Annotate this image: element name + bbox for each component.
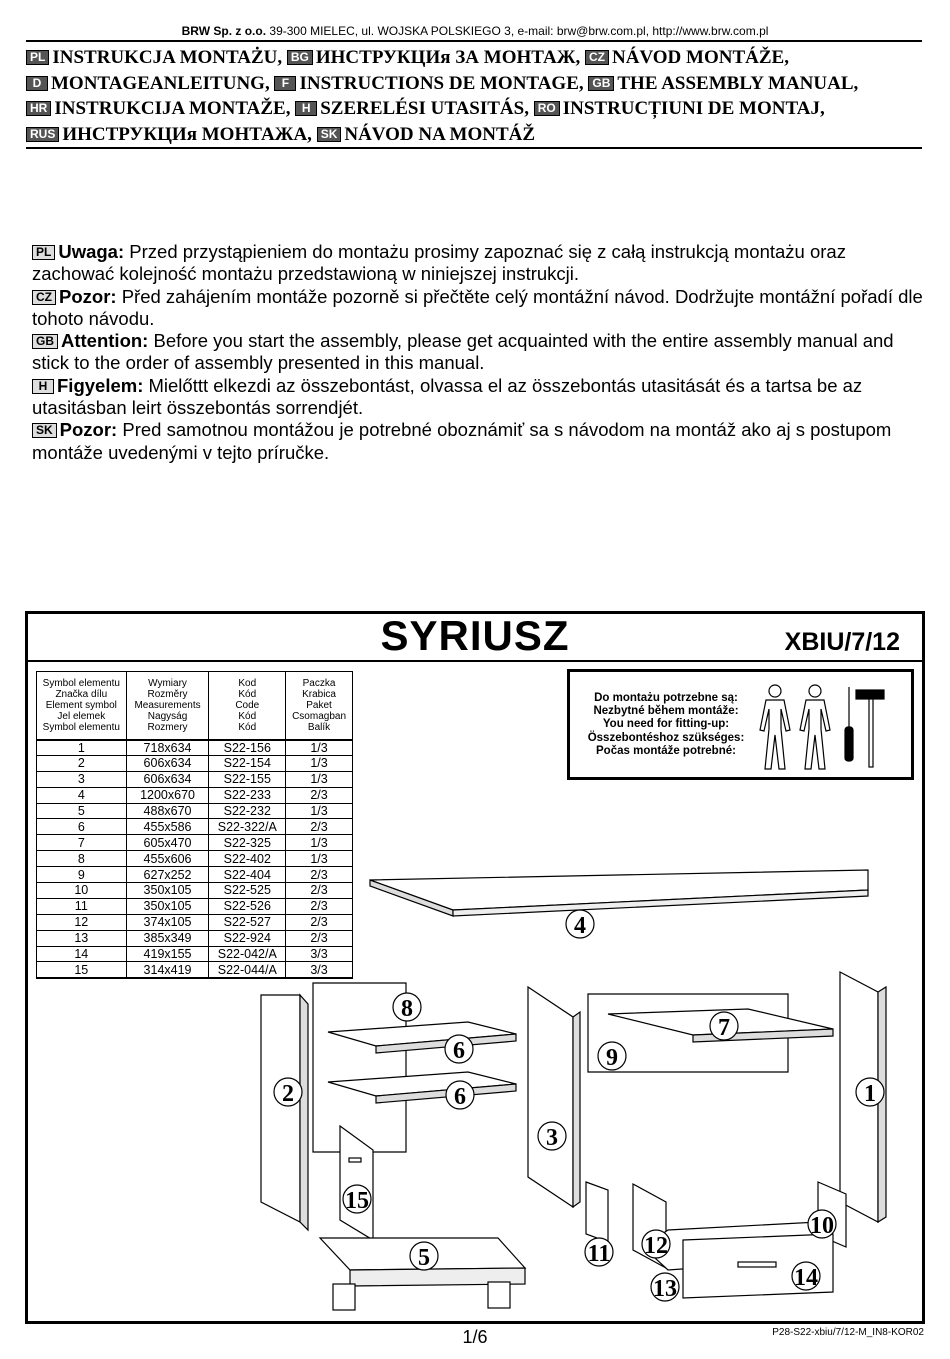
- measurements-cell: 606x634: [126, 771, 209, 787]
- tools-line: Nezbytné během montáže:: [593, 705, 739, 718]
- notice-label: Uwaga:: [58, 241, 125, 262]
- package-cell: 3/3: [286, 962, 353, 978]
- part-label-10: [808, 1210, 836, 1239]
- package-cell: 2/3: [286, 898, 353, 914]
- code-cell: S22-042/A: [209, 946, 286, 962]
- symbol-cell: 8: [37, 851, 127, 867]
- code-cell: S22-325: [209, 835, 286, 851]
- title-text: INSTRUCTIONS DE MONTAGE,: [299, 72, 584, 94]
- title-row: [26, 96, 926, 122]
- symbol-cell: 15: [37, 962, 127, 978]
- title-text: NÁVOD MONTÁŽE,: [612, 47, 789, 68]
- title-row: [26, 71, 926, 97]
- notice: [32, 375, 932, 420]
- measurements-cell: 350x105: [126, 883, 209, 899]
- title-text: NÁVOD NA MONTÁŽ: [344, 123, 536, 145]
- measurements-cell: 718x634: [126, 740, 209, 756]
- titles-bottom-rule: [26, 147, 922, 149]
- lang-tag: SK: [32, 423, 57, 438]
- package-cell: 1/3: [286, 803, 353, 819]
- part-label-9: [598, 1042, 626, 1071]
- symbol-cell: 4: [37, 787, 127, 803]
- measurements-cell: 385x349: [126, 930, 209, 946]
- part-label-11: [585, 1238, 613, 1267]
- part-label-text: 13: [653, 1276, 677, 1302]
- package-cell: 1/3: [286, 835, 353, 851]
- notice-label: Pozor:: [59, 285, 117, 307]
- part-label-13: [651, 1273, 679, 1302]
- part-label-text: 8: [401, 996, 413, 1022]
- symbol-cell: 3: [37, 771, 127, 787]
- code-cell: S22-155: [209, 771, 286, 787]
- part-label-text: 7: [718, 1015, 730, 1041]
- lang-tag: RUS: [26, 127, 59, 142]
- measurements-cell: 1200x670: [126, 787, 209, 803]
- company-name: BRW Sp. z o.o.: [181, 24, 267, 38]
- part-label-text: 14: [794, 1265, 818, 1291]
- part-label-6b: [446, 1081, 474, 1110]
- symbol-cell: 2: [37, 755, 127, 771]
- symbol-cell: 9: [37, 867, 127, 883]
- header-symbol: Symbol elementu Značka dílu Element symbol Jel elemek Symbol elementu: [37, 672, 127, 740]
- package-cell: 1/3: [286, 771, 353, 787]
- package-cell: 1/3: [286, 755, 353, 771]
- measurements-cell: 419x155: [126, 946, 209, 962]
- part-2-side-panel: [261, 995, 300, 1222]
- symbol-cell: 7: [37, 835, 127, 851]
- part-label-text: 5: [418, 1245, 430, 1271]
- package-cell: 2/3: [286, 787, 353, 803]
- symbol-cell: 14: [37, 946, 127, 962]
- part-label-1: [856, 1078, 884, 1107]
- lang-tag: H: [295, 101, 317, 116]
- symbol-cell: 1: [37, 740, 127, 756]
- part-label-text: 3: [546, 1125, 558, 1151]
- title-text: SZERELÉSI UTASITÁS,: [320, 98, 529, 119]
- part-3-side-panel: [528, 987, 573, 1207]
- company-address: 39-300 MIELEC, ul. WOJSKA POLSKIEGO 3, e-mail: brw@brw.com.pl, http://www.brw.com.pl: [269, 24, 769, 38]
- page-number: 1/6: [462, 1327, 488, 1347]
- notice-label: Attention:: [61, 330, 149, 352]
- header-package: Paczka Krabica Paket Csomagban Balík: [286, 672, 353, 740]
- title-text: INSTRUKCJA MONTAŻU,: [52, 47, 283, 68]
- part-11-drawer-side: [586, 1182, 608, 1242]
- notice: [32, 330, 932, 375]
- title-text: ИНСТРУКЦИя ЗА МОНТАЖ,: [315, 47, 581, 68]
- lang-tag: PL: [26, 50, 49, 65]
- code-cell: S22-044/A: [209, 962, 286, 978]
- part-label-14: [792, 1262, 820, 1291]
- code-cell: S22-402: [209, 851, 286, 867]
- lang-tag: H: [32, 379, 54, 394]
- header-code: Kod Kód Code Kód Kód: [209, 672, 286, 740]
- part-label-4: [566, 910, 594, 939]
- code-cell: S22-322/A: [209, 819, 286, 835]
- notice: [32, 419, 932, 464]
- tools-line: Összebontéshoz szükséges:: [587, 731, 745, 744]
- code-cell: S22-924: [209, 930, 286, 946]
- notice: [32, 286, 932, 331]
- notice-text: Przed przystąpieniem do montażu prosimy zapoznać się z całą instrukcją montażu oraz zachować kolejność montażu przedstawioną w niniejszej instrukcji.: [32, 241, 846, 285]
- symbol-cell: 5: [37, 803, 127, 819]
- part-label-15: [343, 1185, 371, 1214]
- package-cell: 3/3: [286, 946, 353, 962]
- document-reference: P28-S22-xbiu/7/12-M_IN8-KOR02: [772, 1327, 924, 1338]
- code-cell: S22-233: [209, 787, 286, 803]
- measurements-cell: 455x586: [126, 819, 209, 835]
- measurements-cell: 605x470: [126, 835, 209, 851]
- part-label-8: [393, 993, 421, 1022]
- measurements-cell: 627x252: [126, 867, 209, 883]
- part-label-text: 2: [282, 1081, 294, 1107]
- lang-tag: F: [274, 76, 296, 91]
- package-cell: 1/3: [286, 740, 353, 756]
- code-cell: S22-156: [209, 740, 286, 756]
- code-cell: S22-154: [209, 755, 286, 771]
- measurements-cell: 455x606: [126, 851, 209, 867]
- measurements-cell: 606x634: [126, 755, 209, 771]
- tools-line: Počas montáže potrebné:: [596, 744, 736, 757]
- symbol-cell: 10: [37, 883, 127, 899]
- package-cell: 1/3: [286, 851, 353, 867]
- lang-tag: SK: [317, 127, 342, 142]
- lang-tag: CZ: [32, 290, 56, 305]
- package-cell: 2/3: [286, 867, 353, 883]
- title-row: [26, 122, 926, 148]
- title-text: THE ASSEMBLY MANUAL,: [617, 72, 859, 94]
- company-header: [0, 24, 950, 38]
- part-label-text: 9: [606, 1045, 618, 1071]
- code-cell: S22-526: [209, 898, 286, 914]
- lang-tag: D: [26, 76, 48, 91]
- assembly-notices: [32, 241, 932, 464]
- lang-tag: PL: [32, 245, 55, 260]
- header-measurements: Wymiary Rozměry Measurements Nagyság Rozmery: [126, 672, 209, 740]
- lang-tag: RO: [534, 101, 560, 116]
- part-label-text: 1: [864, 1081, 876, 1107]
- part-label-text: 10: [810, 1213, 834, 1239]
- title-text: INSTRUKCIJA MONTAŽE,: [54, 98, 291, 119]
- lang-tag: BG: [287, 50, 313, 65]
- notice-text: Before you start the assembly, please get acquainted with the entire assembly manual and stick to the order of assembly presented in this manual.: [32, 330, 894, 374]
- lang-tag: HR: [26, 101, 51, 116]
- product-name: SYRIUSZ: [380, 612, 570, 659]
- code-cell: S22-527: [209, 914, 286, 930]
- symbol-cell: 13: [37, 930, 127, 946]
- lang-tag: CZ: [585, 50, 609, 65]
- package-cell: 2/3: [286, 914, 353, 930]
- lang-tag: GB: [32, 334, 58, 349]
- top-rule: [26, 40, 922, 42]
- lang-tag: GB: [588, 76, 614, 91]
- symbol-cell: 6: [37, 819, 127, 835]
- measurements-cell: 314x419: [126, 962, 209, 978]
- symbol-cell: 11: [37, 898, 127, 914]
- part-label-text: 4: [574, 913, 586, 939]
- notice-text: Pred samotnou montážou je potrebné oboznámiť sa s návodom na montáž ako aj s postupom montáže uvedenými v tejto príručke.: [32, 419, 892, 463]
- title-text: INSTRUCȚIUNI DE MONTAJ,: [562, 98, 825, 119]
- title-text: ИНСТРУКЦИя МОНТАЖА,: [62, 123, 312, 145]
- measurements-cell: 374x105: [126, 914, 209, 930]
- tools-line: You need for fitting-up:: [602, 718, 730, 731]
- tools-line: Do montażu potrzebne są:: [594, 692, 738, 704]
- title-text: MONTAGEANLEITUNG,: [51, 72, 270, 94]
- package-cell: 2/3: [286, 930, 353, 946]
- notice-text: Mielőttt elkezdi az összebontást, olvassa el az összebontás utasitását és a tartsa be az utasitásban leirt összebontás sorrendjét.: [32, 374, 863, 419]
- code-cell: S22-525: [209, 883, 286, 899]
- part-label-text: 6: [453, 1038, 465, 1064]
- exploded-view-drawing: [28, 662, 922, 1322]
- symbol-cell: 12: [37, 914, 127, 930]
- package-cell: 2/3: [286, 819, 353, 835]
- part-label-5: [410, 1242, 438, 1271]
- measurements-cell: 350x105: [126, 898, 209, 914]
- part-label-text: 15: [345, 1188, 369, 1214]
- package-cell: 2/3: [286, 883, 353, 899]
- notice-text: Před zahájením montáže pozorně si přečtěte celý montážní návod. Dodržujte montážní pořadí dle tohoto návodu.: [32, 285, 923, 329]
- code-cell: S22-232: [209, 803, 286, 819]
- part-label-3: [538, 1122, 566, 1151]
- part-label-text: 11: [587, 1241, 611, 1267]
- part-label-text: 12: [644, 1233, 668, 1259]
- part-8-back-panel: [313, 983, 406, 1152]
- notice-label: Figyelem:: [57, 374, 144, 396]
- part-label-7: [710, 1012, 738, 1041]
- part-label-12: [642, 1230, 670, 1259]
- notice: [32, 241, 932, 286]
- manual-titles: [26, 45, 926, 147]
- part-label-2: [274, 1078, 302, 1107]
- title-row: [26, 45, 926, 71]
- code-cell: S22-404: [209, 867, 286, 883]
- notice-label: Pozor:: [59, 419, 118, 441]
- product-code: XBIU/7/12: [784, 628, 900, 656]
- measurements-cell: 488x670: [126, 803, 209, 819]
- part-label-6: [445, 1035, 473, 1064]
- part-label-text: 6: [454, 1084, 466, 1110]
